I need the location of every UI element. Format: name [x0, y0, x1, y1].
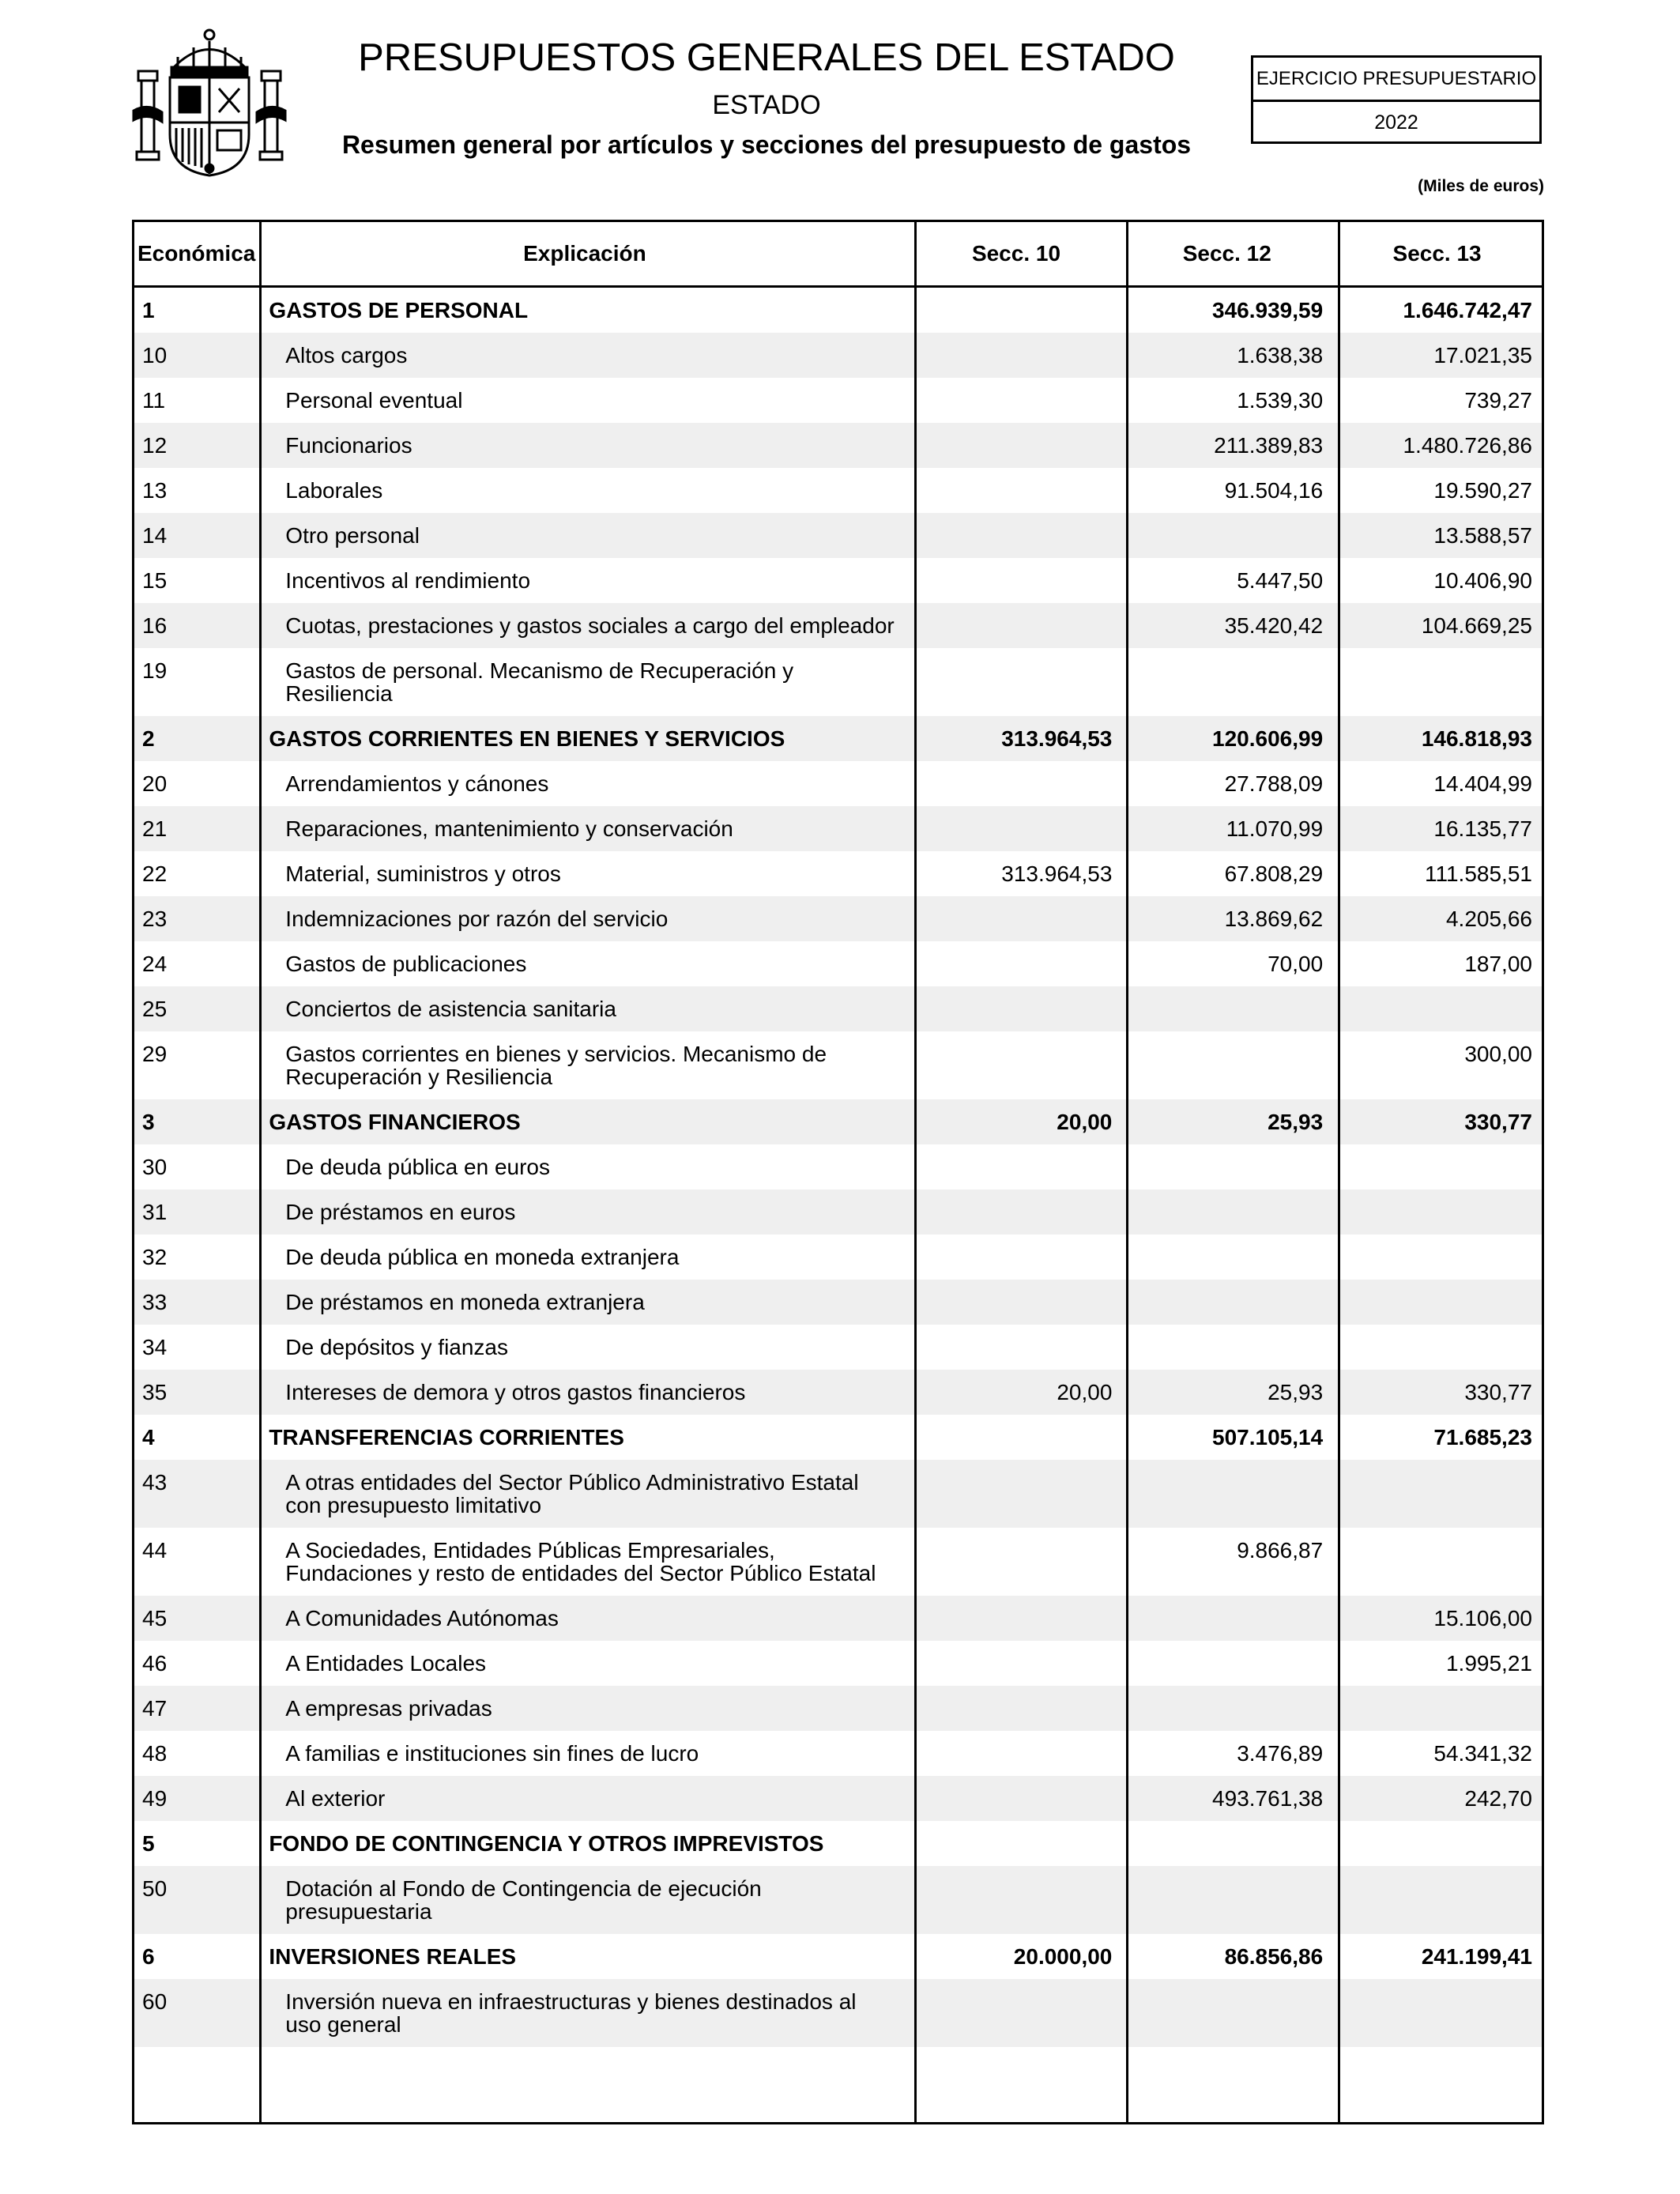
cell-secc-13	[1332, 1189, 1542, 1235]
cell-secc-12: 1.539,30	[1237, 388, 1324, 413]
table-row-chapter	[134, 288, 1542, 333]
cell-economica: 24	[142, 952, 168, 976]
cell-explicacion: Funcionarios	[285, 433, 412, 458]
cell-secc-13: 16.135,77	[1433, 816, 1532, 841]
cell-secc-10: 20,00	[1057, 1110, 1113, 1134]
cell-economica: 25	[142, 997, 168, 1021]
cell-secc-13: 17.021,35	[1433, 343, 1532, 368]
cell-secc-13: 330,77	[1464, 1110, 1532, 1134]
cell-explicacion: TRANSFERENCIAS CORRIENTES	[269, 1425, 624, 1449]
cell-secc-13: 1.480.726,86	[1403, 433, 1532, 458]
cell-secc-13	[1332, 1460, 1542, 1528]
cell-secc-13: 242,70	[1464, 1786, 1532, 1811]
cell-explicacion: De deuda pública en euros	[285, 1155, 550, 1179]
table-row	[134, 1979, 1542, 2047]
cell-secc-13	[1332, 1686, 1542, 1731]
cell-secc-12: 9.866,87	[1237, 1538, 1324, 1563]
cell-economica: 14	[142, 523, 168, 548]
header-secc-12: Secc. 12	[1182, 241, 1271, 266]
cell-secc-13: 1.995,21	[1445, 1651, 1532, 1676]
table-row-chapter	[134, 1099, 1542, 1144]
table-row	[134, 1686, 1542, 1731]
cell-secc-12: 70,00	[1268, 952, 1324, 976]
header-explicacion: Explicación	[523, 241, 646, 266]
table-row	[134, 986, 1542, 1031]
cell-explicacion: Dotación al Fondo de Contingencia de ejecución presupuestaria	[285, 1876, 762, 1924]
cell-secc-10	[911, 1189, 1122, 1235]
table-row	[134, 1528, 1542, 1596]
cell-secc-12: 346.939,59	[1212, 298, 1324, 322]
cell-secc-13	[1332, 1325, 1542, 1370]
cell-secc-10	[911, 1415, 1122, 1460]
cell-secc-12	[1121, 648, 1332, 716]
cell-secc-10	[911, 1280, 1122, 1325]
cell-explicacion: FONDO DE CONTINGENCIA Y OTROS IMPREVISTOS	[269, 1831, 824, 1856]
cell-secc-10	[911, 1235, 1122, 1280]
cell-secc-12	[1121, 1641, 1332, 1686]
cell-secc-10	[911, 1460, 1122, 1528]
table-row	[134, 558, 1542, 603]
cell-secc-13	[1332, 1280, 1542, 1325]
cell-secc-10	[911, 558, 1122, 603]
cell-explicacion: A Entidades Locales	[285, 1651, 487, 1676]
cell-economica: 50	[142, 1876, 168, 1901]
cell-secc-12	[1121, 1189, 1332, 1235]
ejercicio-box	[1251, 55, 1542, 144]
cell-economica: 6	[142, 1944, 155, 1969]
cell-secc-13	[1332, 1144, 1542, 1189]
cell-explicacion: A Comunidades Autónomas	[285, 1606, 559, 1630]
cell-secc-10	[911, 761, 1122, 806]
cell-economica: 2	[142, 726, 155, 751]
cell-economica: 13	[142, 478, 168, 503]
table-row-chapter	[134, 1821, 1542, 1866]
cell-secc-13: 71.685,23	[1433, 1425, 1532, 1449]
budget-table	[132, 220, 1544, 2124]
table-row	[134, 333, 1542, 378]
cell-explicacion: Gastos de personal. Mecanismo de Recuperación y Resiliencia	[285, 658, 794, 706]
cell-secc-13: 739,27	[1464, 388, 1532, 413]
table-row	[134, 1031, 1542, 1099]
cell-economica: 3	[142, 1110, 155, 1134]
cell-explicacion: Material, suministros y otros	[285, 861, 561, 886]
table-row	[134, 1460, 1542, 1528]
table-row-empty	[134, 2047, 1542, 2084]
cell-secc-12	[1121, 1686, 1332, 1731]
cell-secc-13: 19.590,27	[1433, 478, 1532, 503]
cell-explicacion: Inversión nueva en infraestructuras y bienes destinados al uso general	[285, 1989, 857, 2037]
cell-secc-12: 3.476,89	[1237, 1741, 1324, 1766]
cell-secc-13: 300,00	[1464, 1042, 1532, 1066]
table-row	[134, 761, 1542, 806]
cell-economica: 32	[142, 1245, 168, 1269]
cell-secc-10	[911, 1821, 1122, 1866]
document-title: PRESUPUESTOS GENERALES DEL ESTADO	[358, 36, 1175, 79]
cell-secc-10	[911, 513, 1122, 558]
cell-secc-10	[911, 603, 1122, 648]
coat-of-arms-logo	[130, 24, 288, 182]
cell-explicacion: Conciertos de asistencia sanitaria	[285, 997, 616, 1021]
table-row	[134, 603, 1542, 648]
cell-economica: 4	[142, 1425, 155, 1449]
cell-secc-12: 507.105,14	[1212, 1425, 1324, 1449]
cell-secc-13: 330,77	[1464, 1380, 1532, 1404]
document-subtitle: ESTADO	[712, 90, 821, 120]
cell-explicacion: A familias e instituciones sin fines de lucro	[285, 1741, 699, 1766]
cell-secc-13: 10.406,90	[1433, 568, 1532, 593]
cell-secc-13	[1332, 1821, 1542, 1866]
cell-explicacion: Gastos corrientes en bienes y servicios. Mecanismo de Recuperación y Resiliencia	[285, 1042, 827, 1089]
cell-economica: 47	[142, 1696, 168, 1721]
cell-explicacion: A empresas privadas	[285, 1696, 492, 1721]
cell-explicacion: Personal eventual	[285, 388, 463, 413]
cell-secc-13: 54.341,32	[1433, 1741, 1532, 1766]
cell-secc-13	[1332, 1235, 1542, 1280]
cell-secc-10	[911, 288, 1122, 333]
cell-explicacion: De préstamos en moneda extranjera	[285, 1290, 645, 1314]
cell-secc-12: 27.788,09	[1224, 771, 1324, 796]
cell-secc-12	[1121, 513, 1332, 558]
table-row	[134, 468, 1542, 513]
table-row	[134, 1280, 1542, 1325]
cell-secc-12: 5.447,50	[1237, 568, 1324, 593]
cell-explicacion: Gastos de publicaciones	[285, 952, 527, 976]
cell-explicacion: Incentivos al rendimiento	[285, 568, 531, 593]
cell-secc-13: 187,00	[1464, 952, 1532, 976]
cell-secc-10	[911, 1686, 1122, 1731]
cell-secc-13: 104.669,25	[1421, 613, 1532, 638]
table-row-chapter	[134, 1934, 1542, 1979]
cell-economica: 46	[142, 1651, 168, 1676]
table-row	[134, 1866, 1542, 1934]
cell-economica: 22	[142, 861, 168, 886]
cell-secc-10	[911, 1325, 1122, 1370]
table-row	[134, 1325, 1542, 1370]
cell-secc-10	[911, 468, 1122, 513]
cell-secc-10	[911, 1144, 1122, 1189]
table-row	[134, 648, 1542, 716]
cell-economica: 5	[142, 1831, 155, 1856]
table-row	[134, 378, 1542, 423]
cell-secc-12: 91.504,16	[1224, 478, 1324, 503]
cell-explicacion: Arrendamientos y cánones	[285, 771, 549, 796]
cell-secc-10: 313.964,53	[1001, 861, 1113, 886]
cell-economica: 29	[142, 1042, 168, 1066]
cell-explicacion: Indemnizaciones por razón del servicio	[285, 907, 669, 931]
cell-explicacion: Laborales	[285, 478, 383, 503]
cell-secc-10	[911, 1596, 1122, 1641]
cell-explicacion: GASTOS FINANCIEROS	[269, 1110, 521, 1134]
cell-secc-13	[1332, 1866, 1542, 1934]
cell-secc-12: 13.869,62	[1224, 907, 1324, 931]
cell-economica: 16	[142, 613, 168, 638]
cell-explicacion: Al exterior	[285, 1786, 386, 1811]
table-row	[134, 1731, 1542, 1776]
cell-secc-13: 146.818,93	[1421, 726, 1532, 751]
document-description: Resumen general por artículos y secciones del presupuesto de gastos	[341, 130, 1192, 159]
cell-secc-10	[911, 1776, 1122, 1821]
cell-economica: 35	[142, 1380, 168, 1404]
table-row	[134, 1641, 1542, 1686]
table-row	[134, 941, 1542, 986]
cell-economica: 33	[142, 1290, 168, 1314]
cell-explicacion: Otro personal	[285, 523, 420, 548]
cell-secc-12: 493.761,38	[1212, 1786, 1324, 1811]
cell-secc-12: 120.606,99	[1212, 726, 1324, 751]
table-body	[134, 288, 1542, 2084]
cell-secc-10	[911, 1731, 1122, 1776]
cell-secc-10	[911, 1979, 1122, 2047]
cell-economica: 31	[142, 1200, 168, 1224]
cell-secc-12	[1121, 1596, 1332, 1641]
cell-explicacion: Reparaciones, mantenimiento y conservación	[285, 816, 733, 841]
cell-economica: 34	[142, 1335, 168, 1359]
cell-secc-10	[911, 333, 1122, 378]
cell-explicacion: De deuda pública en moneda extranjera	[285, 1245, 680, 1269]
header-secc-10: Secc. 10	[971, 241, 1061, 266]
cell-economica: 43	[142, 1470, 168, 1495]
header-economica: Económica	[137, 241, 256, 266]
cell-explicacion: GASTOS CORRIENTES EN BIENES Y SERVICIOS	[269, 726, 785, 751]
cell-secc-12	[1121, 1235, 1332, 1280]
cell-secc-12	[1121, 986, 1332, 1031]
cell-secc-12: 25,93	[1268, 1380, 1324, 1404]
cell-economica: 60	[142, 1989, 168, 2014]
cell-secc-10	[911, 896, 1122, 941]
cell-secc-10	[911, 986, 1122, 1031]
cell-explicacion: De préstamos en euros	[285, 1200, 516, 1224]
units-label: (Miles de euros)	[1418, 177, 1544, 195]
cell-secc-12	[1121, 1280, 1332, 1325]
cell-economica: 48	[142, 1741, 168, 1766]
cell-secc-10	[911, 423, 1122, 468]
cell-explicacion: Intereses de demora y otros gastos financieros	[285, 1380, 746, 1404]
cell-secc-12	[1121, 1821, 1332, 1866]
cell-economica: 49	[142, 1786, 168, 1811]
cell-secc-13	[1332, 648, 1542, 716]
table-row-chapter	[134, 716, 1542, 761]
cell-economica: 15	[142, 568, 168, 593]
cell-economica: 23	[142, 907, 168, 931]
cell-economica: 20	[142, 771, 168, 796]
cell-explicacion: A otras entidades del Sector Público Administrativo Estatal con presupuesto limitativo	[285, 1470, 859, 1517]
cell-economica: 21	[142, 816, 168, 841]
cell-secc-13: 13.588,57	[1433, 523, 1532, 548]
table-row	[134, 1189, 1542, 1235]
cell-explicacion: GASTOS DE PERSONAL	[269, 298, 529, 322]
cell-explicacion: Cuotas, prestaciones y gastos sociales a cargo del empleador	[285, 613, 895, 638]
cell-secc-13: 4.205,66	[1445, 907, 1532, 931]
cell-economica: 12	[142, 433, 168, 458]
table-row	[134, 1776, 1542, 1821]
cell-secc-12	[1121, 1460, 1332, 1528]
cell-secc-10: 313.964,53	[1001, 726, 1113, 751]
cell-secc-12: 11.070,99	[1226, 816, 1324, 841]
cell-secc-10: 20,00	[1057, 1380, 1113, 1404]
cell-secc-13: 14.404,99	[1433, 771, 1532, 796]
cell-secc-12	[1121, 1325, 1332, 1370]
cell-secc-13: 111.585,51	[1425, 861, 1532, 886]
cell-secc-12	[1121, 1979, 1332, 2047]
table-row	[134, 1144, 1542, 1189]
table-row	[134, 513, 1542, 558]
cell-secc-10	[911, 941, 1122, 986]
cell-explicacion: Altos cargos	[285, 343, 408, 368]
table-row	[134, 423, 1542, 468]
cell-explicacion: De depósitos y fianzas	[285, 1335, 509, 1359]
table-row	[134, 1596, 1542, 1641]
cell-secc-12	[1121, 1031, 1332, 1099]
cell-secc-12: 1.638,38	[1237, 343, 1324, 368]
table-header	[134, 222, 1542, 288]
cell-economica: 10	[142, 343, 168, 368]
cell-economica: 1	[142, 298, 155, 322]
ejercicio-year: 2022	[1374, 111, 1418, 134]
table-row	[134, 896, 1542, 941]
cell-secc-13	[1332, 1979, 1542, 2047]
cell-economica: 30	[142, 1155, 168, 1179]
table-row	[134, 1370, 1542, 1415]
cell-secc-10	[911, 378, 1122, 423]
cell-explicacion: A Sociedades, Entidades Públicas Empresariales, Fundaciones y resto de entidades del Sector Público Estatal	[285, 1538, 876, 1585]
cell-secc-10	[911, 1528, 1122, 1596]
cell-secc-12: 25,93	[1268, 1110, 1324, 1134]
cell-secc-12	[1121, 1866, 1332, 1934]
cell-secc-13: 1.646.742,47	[1403, 298, 1532, 322]
table-row	[134, 851, 1542, 896]
table-row-chapter	[134, 1415, 1542, 1460]
cell-economica: 19	[142, 658, 168, 683]
table-row	[134, 806, 1542, 851]
cell-secc-12: 86.856,86	[1224, 1944, 1324, 1969]
cell-economica: 45	[142, 1606, 168, 1630]
cell-secc-10	[911, 648, 1122, 716]
ejercicio-label: EJERCICIO PRESUPUESTARIO	[1253, 58, 1539, 102]
cell-secc-10: 20.000,00	[1013, 1944, 1113, 1969]
cell-secc-12: 67.808,29	[1224, 861, 1324, 886]
cell-secc-10	[911, 1866, 1122, 1934]
cell-secc-13: 15.106,00	[1433, 1606, 1532, 1630]
cell-secc-12	[1121, 1144, 1332, 1189]
cell-secc-13	[1332, 986, 1542, 1031]
cell-secc-12: 35.420,42	[1224, 613, 1324, 638]
cell-economica: 11	[142, 388, 166, 413]
cell-secc-12: 211.389,83	[1214, 433, 1324, 458]
header-secc-13: Secc. 13	[1392, 241, 1482, 266]
table-row	[134, 1235, 1542, 1280]
cell-secc-10	[911, 1641, 1122, 1686]
cell-secc-10	[911, 806, 1122, 851]
cell-explicacion: INVERSIONES REALES	[269, 1944, 517, 1969]
cell-secc-13: 241.199,41	[1421, 1944, 1532, 1969]
cell-secc-10	[911, 1031, 1122, 1099]
cell-economica: 44	[142, 1538, 168, 1563]
cell-secc-13	[1332, 1528, 1542, 1596]
